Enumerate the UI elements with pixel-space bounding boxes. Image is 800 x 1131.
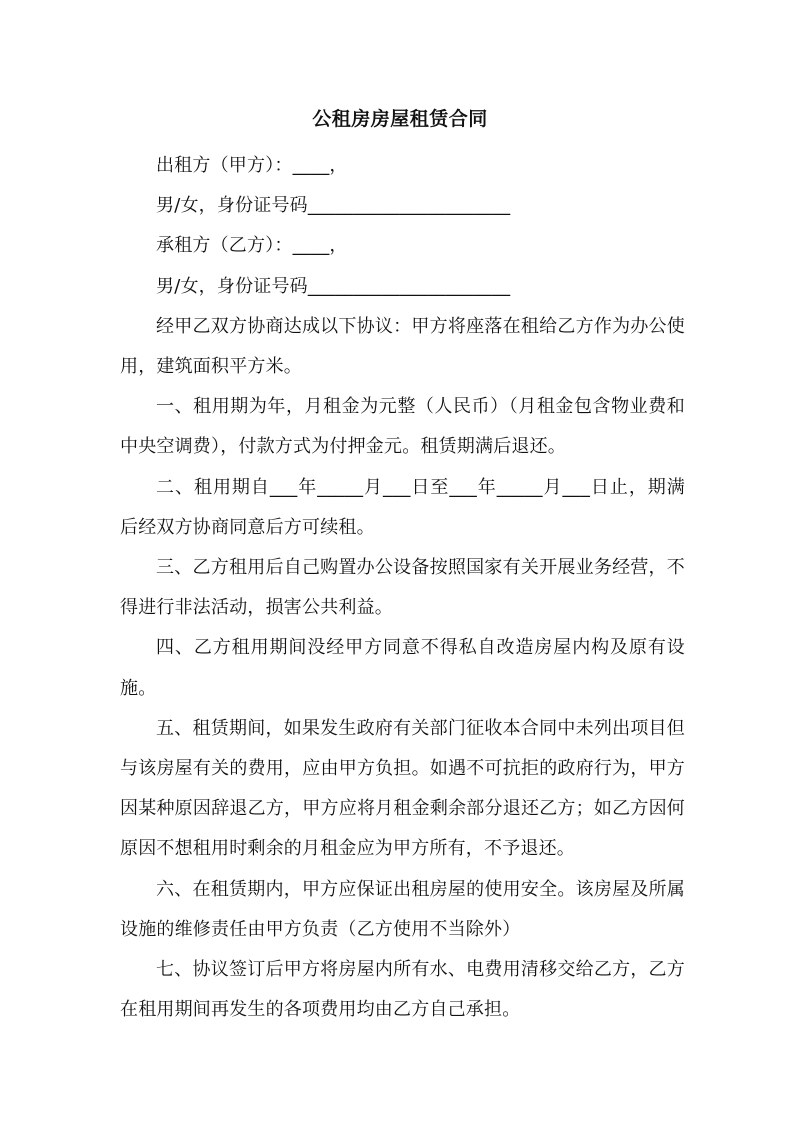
paragraph-clause-7: 七、协议签订后甲方将房屋内所有水、电费用清移交给乙方，乙方在租用期间再发生的各项费用均由乙方自己承担。 <box>120 959 685 1021</box>
paragraph-clause-5: 五、租赁期间，如果发生政府有关部门征收本合同中未列出项目但与该房屋有关的费用，应由甲方负担。如遇不可抗拒的政府行为，甲方因某种原因辞退乙方，甲方应将月租金剩余部分退还乙方；如乙方因何原因不想租用时剩余的月租金应为甲方所有，不予退还。 <box>120 717 685 860</box>
paragraph-agreement: 经甲乙双方协商达成以下协议：甲方将座落在租给乙方作为办公使用，建筑面积平方米。 <box>120 315 685 378</box>
lessor-line: 出租方（甲方）：____， <box>156 155 348 176</box>
paragraph-clause-3: 三、乙方租用后自己购置办公设备按照国家有关开展业务经营，不得进行非法活动，损害公共利益。 <box>120 557 685 619</box>
document-body <box>120 146 685 1030</box>
paragraph-clause-4: 四、乙方租用期间没经甲方同意不得私自改造房屋内构及原有设施。 <box>120 637 685 699</box>
lessor-id-line: 男/女，身份证号码______________________ <box>156 195 511 217</box>
paragraph-clause-1: 一、租用期为年，月租金为元整（人民币）（月租金包含物业费和中央空调费），付款方式为付押金元。租赁期满后退还。 <box>120 396 685 458</box>
lessee-line: 承租方（乙方）：____， <box>156 235 348 257</box>
lessee-id-line: 男/女，身份证号码______________________ <box>156 275 511 297</box>
document-title: 公租房房屋租赁合同 <box>312 108 488 130</box>
paragraph-clause-2: 二、租用期自___年_____月___日至___年_____月___日止，期满后经双方协商同意后方可续租。 <box>120 476 685 538</box>
paragraph-clause-6: 六、在租赁期内，甲方应保证出租房屋的使用安全。该房屋及所属设施的维修责任由甲方负责（乙方使用不当除外） <box>120 878 685 940</box>
